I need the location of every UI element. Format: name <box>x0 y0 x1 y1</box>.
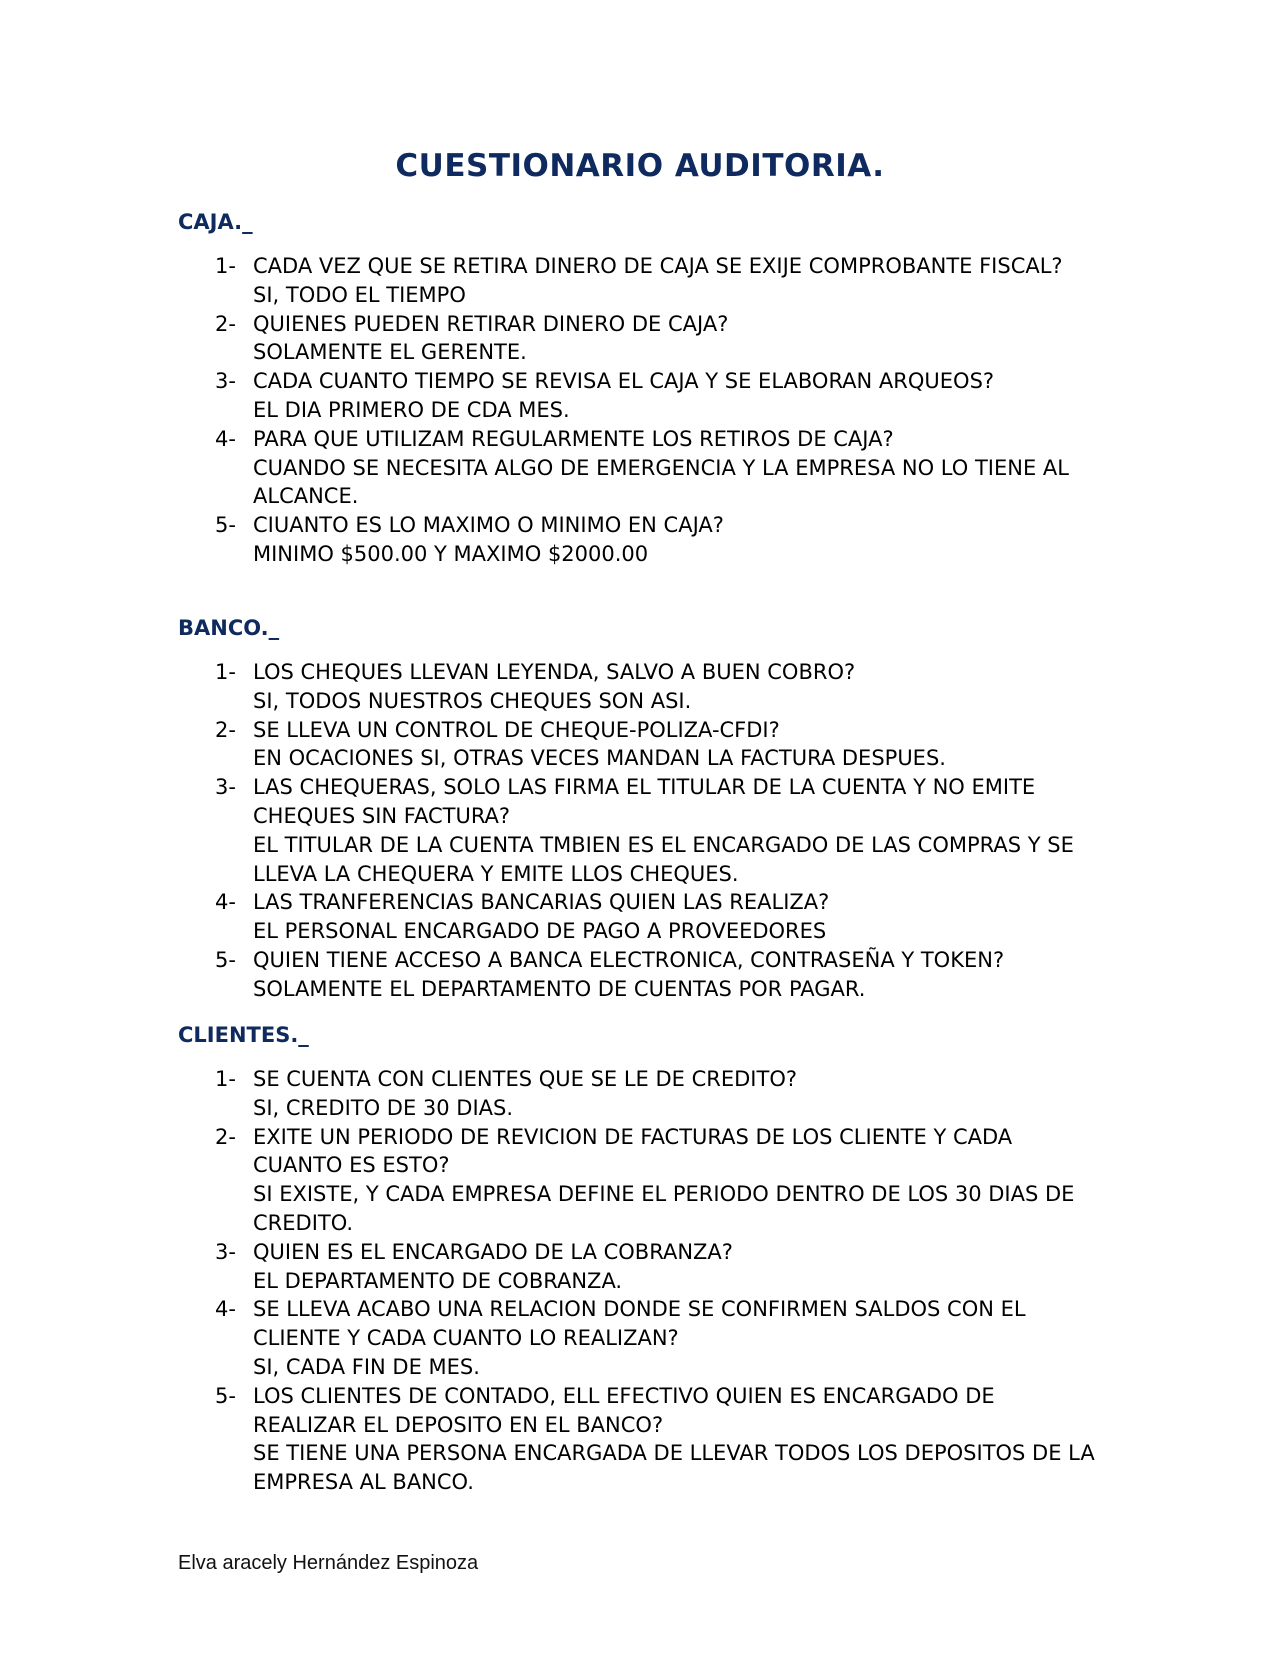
question-item <box>178 716 1098 774</box>
question-number: 3- <box>215 369 236 394</box>
question-text: SE LLEVA UN CONTROL DE CHEQUE-POLIZA-CFDI? <box>253 717 780 742</box>
answer-text: CUANDO SE NECESITA ALGO DE EMERGENCIA Y LA EMPRESA NO LO TIENE AL ALCANCE. <box>253 455 1069 509</box>
question-text: QUIEN TIENE ACCESO A BANCA ELECTRONICA, CONTRASEÑA Y TOKEN? <box>253 947 1005 972</box>
question-text: CIUANTO ES LO MAXIMO O MINIMO EN CAJA? <box>253 513 724 538</box>
answer-text: EL PERSONAL ENCARGADO DE PAGO A PROVEEDORES <box>253 919 827 944</box>
question-text: QUIEN ES EL ENCARGADO DE LA COBRANZA? <box>253 1239 733 1264</box>
answer-text: EN OCACIONES SI, OTRAS VECES MANDAN LA FACTURA DESPUES. <box>253 746 946 771</box>
answer-text: SI, CADA FIN DE MES. <box>253 1354 480 1379</box>
question-text: PARA QUE UTILIZAM REGULARMENTE LOS RETIROS DE CAJA? <box>253 426 894 451</box>
section-heading: CLIENTES._ <box>178 1023 309 1047</box>
question-item <box>178 1065 1098 1123</box>
question-number: 5- <box>215 947 236 972</box>
question-item <box>178 888 1098 946</box>
answer-text: MINIMO $500.00 Y MAXIMO $2000.00 <box>253 541 649 566</box>
question-number: 5- <box>215 513 236 538</box>
answer-text: SOLAMENTE EL DEPARTAMENTO DE CUENTAS POR PAGAR. <box>253 976 866 1001</box>
question-text: LOS CLIENTES DE CONTADO, ELL EFECTIVO QUIEN ES ENCARGADO DE REALIZAR EL DEPOSITO EN EL BANCO? <box>253 1383 995 1437</box>
section-banco <box>178 614 1098 1004</box>
question-item <box>178 367 1098 425</box>
question-number: 4- <box>215 1297 236 1322</box>
question-number: 2- <box>215 1124 236 1149</box>
question-item <box>178 1238 1098 1296</box>
question-number: 3- <box>215 775 236 800</box>
question-list <box>178 1065 1098 1497</box>
question-text: LAS CHEQUERAS, SOLO LAS FIRMA EL TITULAR DE LA CUENTA Y NO EMITE CHEQUES SIN FACTURA? <box>253 775 1036 828</box>
question-item <box>178 252 1098 310</box>
question-list <box>178 252 1098 569</box>
question-text: LOS CHEQUES LLEVAN LEYENDA, SALVO A BUEN COBRO? <box>253 660 856 684</box>
question-number: 4- <box>215 426 236 451</box>
question-item <box>178 1295 1098 1381</box>
question-number: 3- <box>215 1239 236 1264</box>
question-text: SE LLEVA ACABO UNA RELACION DONDE SE CONFIRMEN SALDOS CON EL CLIENTE Y CADA CUANTO LO REALIZAN? <box>253 1297 1026 1351</box>
question-text: SE CUENTA CON CLIENTES QUE SE LE DE CREDITO? <box>253 1067 798 1091</box>
answer-text: SI, TODO EL TIEMPO <box>253 282 466 307</box>
question-text: CADA VEZ QUE SE RETIRA DINERO DE CAJA SE EXIJE COMPROBANTE FISCAL? <box>253 254 1063 278</box>
question-text: CADA CUANTO TIEMPO SE REVISA EL CAJA Y SE ELABORAN ARQUEOS? <box>253 369 995 394</box>
question-number: 2- <box>215 311 236 336</box>
answer-text: EL DEPARTAMENTO DE COBRANZA. <box>253 1268 623 1293</box>
answer-text: SE TIENE UNA PERSONA ENCARGADA DE LLEVAR TODOS LOS DEPOSITOS DE LA EMPRESA AL BANCO. <box>253 1441 1095 1495</box>
question-item <box>178 1382 1098 1497</box>
question-item <box>178 425 1098 511</box>
section-clientes <box>178 1021 1098 1497</box>
question-number: 1- <box>215 1067 236 1091</box>
section-heading: BANCO._ <box>178 616 280 640</box>
footer-author: Elva aracely Hernández Espinoza <box>178 1552 479 1574</box>
question-number: 1- <box>215 660 236 684</box>
document-title: CUESTIONARIO AUDITORIA. <box>395 148 885 184</box>
question-item <box>178 511 1098 569</box>
answer-text: EL DIA PRIMERO DE CDA MES. <box>253 397 570 422</box>
section-caja <box>178 208 1098 569</box>
section-heading: CAJA._ <box>178 210 253 234</box>
question-item <box>178 946 1098 1004</box>
question-number: 4- <box>215 890 236 915</box>
answer-text: SI, CREDITO DE 30 DIAS. <box>253 1095 514 1120</box>
question-item <box>178 1123 1098 1238</box>
answer-text: SI, TODOS NUESTROS CHEQUES SON ASI. <box>253 688 692 713</box>
question-text: LAS TRANFERENCIAS BANCARIAS QUIEN LAS REALIZA? <box>253 890 830 915</box>
question-item <box>178 773 1098 888</box>
answer-text: EL TITULAR DE LA CUENTA TMBIEN ES EL ENCARGADO DE LAS COMPRAS Y SE LLEVA LA CHEQUERA Y EMITE LLOS CHEQUES. <box>253 832 1074 886</box>
answer-text: SOLAMENTE EL GERENTE. <box>253 340 527 365</box>
question-item <box>178 310 1098 368</box>
question-item <box>178 658 1098 716</box>
question-number: 2- <box>215 717 236 742</box>
question-number: 5- <box>215 1383 236 1408</box>
question-text: EXITE UN PERIODO DE REVICION DE FACTURAS DE LOS CLIENTE Y CADA CUANTO ES ESTO? <box>253 1124 1013 1178</box>
answer-text: SI EXISTE, Y CADA EMPRESA DEFINE EL PERIODO DENTRO DE LOS 30 DIAS DE CREDITO. <box>253 1182 1075 1235</box>
question-number: 1- <box>215 254 236 278</box>
question-text: QUIENES PUEDEN RETIRAR DINERO DE CAJA? <box>253 311 729 336</box>
question-list <box>178 658 1098 1004</box>
